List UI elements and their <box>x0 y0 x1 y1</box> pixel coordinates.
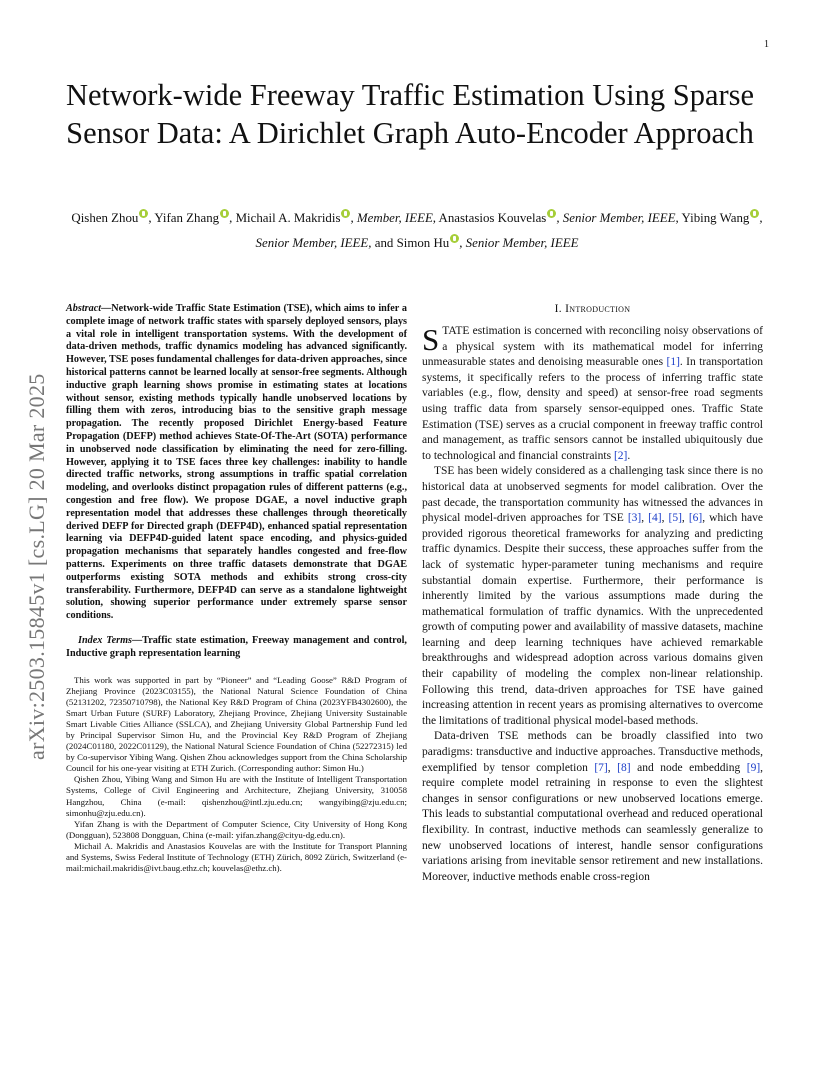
paragraph-text: , <box>641 512 649 525</box>
orcid-icon[interactable] <box>220 209 229 218</box>
paragraph-text: TSE has been widely considered as a challenging task since there is no historical data at unobserved segments for model calibration. Over the past decade, the transportation community has witnessed the advances in physical model-driven approaches for TSE <box>422 465 763 525</box>
paragraph-text: , <box>607 761 618 774</box>
paragraph-text: . In transportation systems, it specifically refers to the process of inferring traffic state variables (e.g., flow, density and speed) at sensor-free road segments using traffic data from sparsely sensor-equipped ones. Traffic State Estimation (TSE) serves as a crucial component in freeway traffic control and management, as traffic sensors cannot be installed ubiquitously due to technological and financial constraints <box>422 356 763 462</box>
section-heading: I. Introduction <box>554 303 631 315</box>
orcid-icon[interactable] <box>139 209 148 218</box>
index-terms-lead: Index Terms <box>78 634 132 646</box>
abstract-lead: Abstract <box>66 303 102 314</box>
author-name: Anastasios Kouvelas <box>436 211 547 225</box>
author-list <box>60 206 774 256</box>
paper-title: Network-wide Freeway Traffic Estimation Using Sparse Sensor Data: A Dirichlet Graph Auto-Encoder Approach <box>65 78 755 150</box>
orcid-icon[interactable] <box>750 209 759 218</box>
paragraph-text: , <box>681 512 689 525</box>
abstract <box>66 303 407 623</box>
body-paragraph <box>422 729 763 885</box>
right-column <box>422 303 763 885</box>
citation-link[interactable]: [7] <box>594 761 608 774</box>
left-column <box>66 303 407 874</box>
paragraph-text: TATE estimation is concerned with reconciling noisy observations of a physical system with its mathematical model for inferring unmeasurable states and denoising measurable ones <box>422 325 763 369</box>
author-name: Qishen Zhou <box>71 211 139 225</box>
author-name: Yibing Wang <box>678 211 750 225</box>
citation-link[interactable]: [1] <box>666 356 680 369</box>
citation-link[interactable]: [4] <box>648 512 662 525</box>
author-name: and Simon Hu <box>371 236 450 250</box>
citation-link[interactable]: [9] <box>746 761 761 774</box>
footnote-affiliation: Yifan Zhang is with the Department of Computer Science, City University of Hong Kong (Dongguan), 523808 Dongguan, China (e-mail: yifan.zhang@cityu-dg.edu.cn). <box>66 818 407 840</box>
author-affiliation-role: , Senior Member, IEEE, <box>556 211 679 225</box>
orcid-icon[interactable] <box>450 234 459 243</box>
body-paragraph <box>422 464 763 729</box>
paragraph-text: Data-driven TSE methods can be broadly classified into two paradigms: transductive and inductive approaches. Transductive methods, exemplified by tensor completion <box>422 730 763 774</box>
paragraph-text: , <box>661 512 669 525</box>
citation-link[interactable]: [6] <box>688 512 703 525</box>
body-paragraph <box>422 324 763 464</box>
citation-link[interactable]: [2] <box>613 449 628 462</box>
citation-link[interactable]: [8] <box>617 761 631 774</box>
author-name: , Yifan Zhang <box>148 211 220 225</box>
author-affiliation-role: , Senior Member, IEEE, <box>255 211 763 250</box>
author-affiliation-role: , Senior Member, IEEE <box>459 236 579 250</box>
page-number: 1 <box>764 39 769 50</box>
paragraph-text: and node embedding <box>630 761 747 774</box>
footnote-funding: This work was supported in part by “Pioneer” and “Leading Goose” R&D Program of Zhejiang Province (2023C03155), the National Natural Science Foundation of China (52131202, 72350710798), the National Key R&D Program of China (2023YFB4302600), the Smart Urban Future (SURF) Laboratory, Zhejiang Province, Zhejiang University Sustainable Smart Livable Cities Alliance (SSLCA), and Zhejiang University Global Partnership Fund led by Principal Supervisor Simon Hu, and the Provincial Key R&D Program of Zhejiang (2024C01180, 2022C01129), the National Natural Science Foundation of China (52272315) led by Co-supervisor Yibing Wang. Qishen Zhou acknowledges support from the China Scholarship Council for his one-year visiting at ETH Zurich. (Corresponding author: Simon Hu.) <box>66 674 407 774</box>
footnote-affiliation: Qishen Zhou, Yibing Wang and Simon Hu are with the Institute of Intelligent Transportation Systems, College of Civil Engineering and Architecture, Zhejiang University, 310058 Hangzhou, China (e-mail: qishenzhou@intl.zju.edu.cn; wangyibing@zju.edu.cn; simonhu@zju.edu.cn). <box>66 774 407 818</box>
drop-cap: S <box>422 322 440 357</box>
orcid-icon[interactable] <box>547 209 556 218</box>
paragraph-text: , require complete model retraining in response to even the slightest changes in sensor configurations or new unobserved locations emerge. This leads to substantial computational overhead and reduced operational flexibility. In contrast, inductive methods can seamlessly generalize to new unobserved locations of interest, handle sensor configurations variations arising from inevitable sensor retirement and new installations. Moreover, inductive methods enable cross-region <box>422 761 764 883</box>
author-affiliation-role: , Member, IEEE, <box>350 211 437 225</box>
citation-link[interactable]: [5] <box>668 512 682 525</box>
footnote-affiliation: Michail A. Makridis and Anastasios Kouvelas are with the Institute for Transport Planning and Systems, Swiss Federal Institute of Technology (ETH) Zürich, 8092 Zürich, Switzerland (e-mail:michail.makridis@ivt.baug.ethz.ch; kouvelas@ethz.ch). <box>66 840 407 874</box>
author-name: , Michail A. Makridis <box>229 211 341 225</box>
citation-link[interactable]: [3] <box>627 512 642 525</box>
index-terms <box>66 635 407 661</box>
index-terms-text: —Traffic state estimation, Freeway management and control, Inductive graph representation learning <box>66 634 407 659</box>
paragraph-text: , which have provided rigorous theoretical frameworks for analyzing and predicting traffic dynamics. Despite their success, these approaches suffer from the lack of systematic hyper-parameter tuning mechanisms and require substantial domain expertise. Furthermore, their performance is inherently limited by the various assumptions made during the mathematical formulation of traffic dynamics. With the unprecedented growth of computing power and availability of massive datasets, machine learning and deep learning techniques have achieved remarkable breakthroughs and widespread adoption across various domains given their capability of modeling the complex non-linear relationship. Following this trend, data-driven approaches for TSE have gained increasing attention in recent years as promising alternatives to overcome the limitations of traditional physical model-based methods. <box>422 512 764 727</box>
arxiv-stamp: arXiv:2503.15845v1 [cs.LG] 20 Mar 2025 <box>24 373 49 760</box>
abstract-text: —Network-wide Traffic State Estimation (TSE), which aims to infer a complete image of network traffic states with sparsely deployed sensors, plays a vital role in intelligent transportation systems. With the development of data-driven methods, traffic dynamics modeling has advanced significantly. However, TSE poses fundamental challenges for data-driven approaches, since historical patterns cannot be learned locally at sensor-free segments. Although inductive graph learning shows promise in estimating states at locations without sensor, existing methods typically handle unobserved locations by filling them with zeros, introducing bias to the sensitive graph message propagation. The recently proposed Dirichlet Energy-based Feature Propagation (DEFP) method achieves State-Of-The-Art (SOTA) performance in unobserved node classification by eliminating the need for zero-filling. However, applying it to TSE faces three key challenges: inability to handle directed traffic networks, strong assumptions in traffic spatial correlation modeling, and overlooks distinct propagation rules of different patterns (e.g., congestion and free flow). We propose DGAE, a novel inductive graph representation model that addresses these challenges through theoretically derived DEFP for Directed graph (DEFP4D), enhanced spatial representation learning via DEFP4D-guided latent space encoding, and physics-guided propagation mechanisms that separately handles congested and free-flow patterns. Experiments on three traffic datasets demonstrate that DGAE outperforms existing SOTA methods and exhibits strong cross-city transferability. Furthermore, DEFP4D can serve as a standalone lightweight solution, showing superior performance under extremely sparse sensor conditions. <box>66 303 407 622</box>
paragraph-text: . <box>627 449 631 462</box>
